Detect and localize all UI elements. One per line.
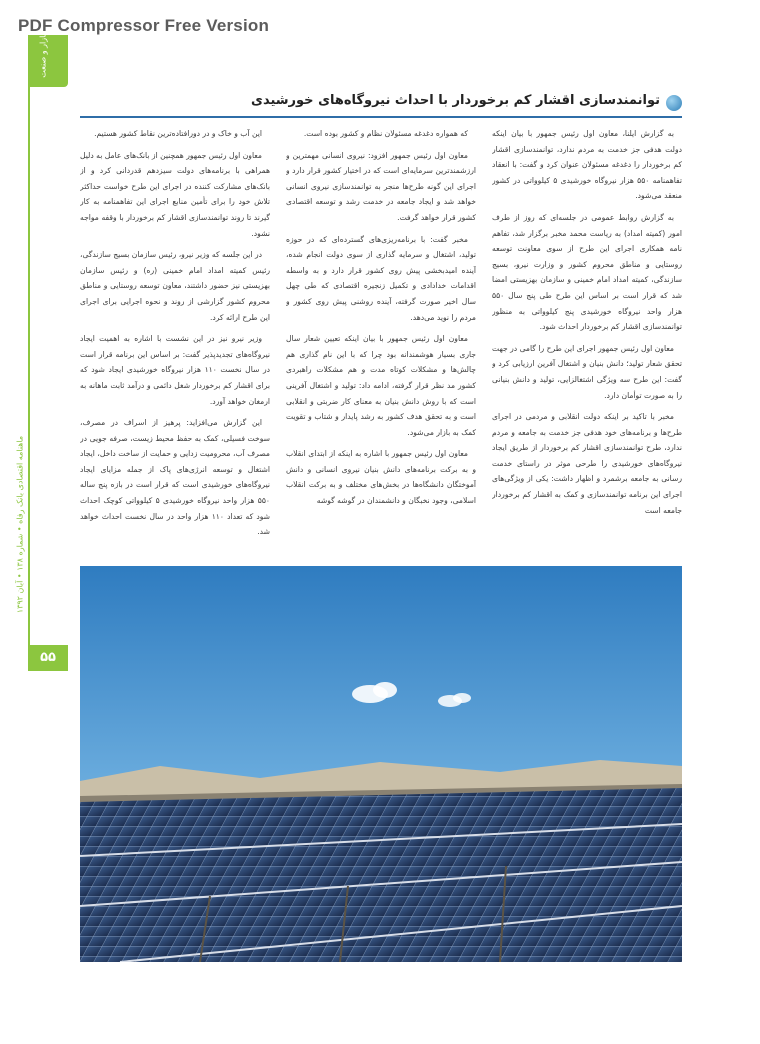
solar-panels-photo bbox=[80, 566, 682, 962]
left-margin-rule bbox=[28, 87, 30, 647]
paragraph: معاون اول رئیس جمهور افزود: نیروی انسانی مهمترین و ارزشمندترین سرمایه‌ای است که در اختیار کشور قرار دارد و اجرای این گونه طرح‌ها منجر به توانمندسازی نیروی انسانی خواهد شد و ایجاد جامعه در خدمت رشد و توسعه اقتصادی کشور قرار خواهد گرفت. bbox=[286, 150, 476, 222]
paragraph: مخبر با تاکید بر اینکه دولت انقلابی و مردمی در اجرای طرح‌ها و برنامه‌های خود هدفی جز خدمت به جامعه و مردم ندارد، طرح توانمندسازی اقشار کم برخوردار از طریق ایجاد نیروگاه‌های خورشیدی را طرحی موثر در راستای خدمت رسانی به جامعه برشمرد و اظهار داشت: یکی از ویژگی‌های اجرای این برنامه توانمندسازی و کمک به اقشار کم برخوردار جامعه است bbox=[492, 412, 682, 515]
paragraph: معاون اول رئیس جمهور با بیان اینکه تعیین شعار سال جاری بسیار هوشمندانه بود چرا که با این نام گذاری هم چالش‌ها و مشکلات کوتاه مدت و هم مشکلات راهبردی کشور مد نظر قرار گرفته، ادامه داد: تولید و اشتغال آفرینی است که با روش دانش بنیان به معنای کار ضربتی و انقلابی است و به تحقق هدف کشور به رشد پایدار و شتاب و تقویت کمک به بازار می‌شود. bbox=[286, 334, 476, 437]
pdf-compressor-watermark: PDF Compressor Free Version bbox=[18, 16, 270, 35]
page-number: ۵۵ bbox=[28, 645, 68, 671]
paragraph: مخبر گفت: با برنامه‌ریزی‌های گسترده‌ای که در حوزه تولید، اشتغال و سرمایه گذاری از سوی دولت انجام شده، آینده امیدبخشی پیش روی کشور قرار دارد و به واسطه اقدامات خدادادی و تکمیل زنجیره اقتصادی که طی چهل سال اخیر صورت گرفته، آینده روشنی پیش روی کشور و مردم را نوید می‌دهد. bbox=[286, 234, 476, 322]
article-body bbox=[80, 126, 682, 564]
solar-farm-illustration bbox=[80, 566, 682, 962]
paragraph: معاون اول رئیس جمهور با اشاره به اینکه از ابتدای انقلاب و به برکت برنامه‌های دانش بنیان نیروی انسانی و دانش آموختگان دانشگاه‌ها در بخش‌های مختلف و به برکت انقلاب اسلامی، وجود نخبگان و دانشمندان در گوشه گوشه bbox=[286, 449, 476, 506]
article-header bbox=[251, 92, 682, 114]
paragraph: این گزارش می‌افزاید: پرهیز از اسراف در مصرف، سوخت فسیلی، کمک به حفظ محیط زیست، صرفه جویی در مصرف آب، محرومیت زدایی و حمایت از ساخت داخل، ایجاد اشتغال و توسعه انرژی‌های پاک از جمله مزایای ایجاد نیروگاه‌های خورشیدی است که قرار است در بازه پنج ساله ۵۵۰ هزار واحد نیروگاه خورشیدی ۵ کیلوواتی کوچک احداث شود که تعداد ۱۱۰ هزار واحد در سال نخست احداث خواهد شد. bbox=[80, 418, 270, 537]
section-tab-label: بازار و صنعت bbox=[38, 33, 48, 78]
paragraph: در این جلسه که وزیر نیرو، رئیس سازمان بسیج سازندگی، رئیس کمیته امداد امام خمینی (ره) و رئیس سازمان بهزیستی نیز حضور داشتند، معاون توسعه روستایی و مناطق محروم کشور گزارشی از روند و نحوه اجرایی برای اجرای این طرح ارائه کرد. bbox=[80, 250, 270, 322]
paragraph: معاون اول رئیس جمهور اجرای این طرح را گامی در جهت تحقق شعار تولید؛ دانش بنیان و اشتغال آفرین ارزیابی کرد و گفت: این طرح سه ویژگی اشتغالزایی، تولید و دانش بنیانی را به صورت توأمان دارد. bbox=[492, 343, 682, 400]
paragraph: که همواره دغدغه مسئولان نظام و کشور بوده است. bbox=[303, 129, 468, 138]
paragraph: وزیر نیرو نیز در این نشست با اشاره به اهمیت ایجاد نیروگاه‌های تجدیدپذیر گفت: بر اساس این برنامه قرار است در سال نخست ۱۱۰ هزار نیروگاه خورشیدی ایجاد شود که برای اقشار کم برخوردار شغل دائمی و درآمد ثابت ماهانه به ارمغان خواهد آورد. bbox=[80, 334, 270, 406]
section-tab bbox=[28, 35, 68, 87]
article-column-1 bbox=[492, 126, 682, 564]
paragraph: به گزارش ایلنا، معاون اول رئیس جمهور با بیان اینکه دولت هدفی جز خدمت به مردم ندارد، توانمندسازی اقشار کم برخوردار را دغدغه مسئولان عنوان کرد و گفت: با انعقاد تفاهمنامه ۵۵۰ هزار نیروگاه خورشیدی ۵ کیلوواتی در کشور منعقد می‌شود. bbox=[492, 129, 682, 201]
paragraph: به گزارش روابط عمومی در جلسه‌ای که روز از طرف امور (کمیته امداد) به ریاست محمد مخبر برگزار شد، تفاهم نامه همکاری اجرای این طرح از سوی معاونت توسعه روستایی و مناطق محروم کشور و وزارت نیرو، بسیج سازندگی، کمیته امداد امام خمینی و سازمان بهزیستی امضا شد که قرار است بر اساس این طرح طی پنج سال ۵۵۰ هزار واحد نیروگاه خورشیدی پنج کیلوواتی به منظور توانمندسازی اقشار کم برخوردار احداث شود. bbox=[492, 212, 682, 332]
globe-bullet-icon bbox=[666, 95, 682, 111]
article-column-3 bbox=[80, 126, 270, 564]
paragraph: معاون اول رئیس جمهور همچنین از بانک‌های عامل به دلیل همراهی با برنامه‌های دولت سیزدهم قدردانی کرد و از بانک‌های مشارکت کننده در اجرای این طرح خواست حداکثر تلاش خود را برای تأمین منابع اجرای این تفاهمنامه به کار گیرند تا روند توانمندسازی اقشار کم برخوردار با وقفه مواجه نشود. bbox=[80, 150, 270, 238]
title-underline bbox=[80, 116, 682, 118]
magazine-issue-info: ماهنامه اقتصادی بانک رفاه • شماره ۱۳۸ • آبان ۱۳۹۲ bbox=[15, 435, 25, 614]
article-title: توانمندسازی اقشار کم برخوردار با احداث نیروگاه‌های خورشیدی bbox=[251, 93, 660, 108]
paragraph: این آب و خاک و در دورافتاده‌ترین نقاط کشور هستیم. bbox=[94, 129, 262, 138]
article-column-2 bbox=[286, 126, 476, 564]
